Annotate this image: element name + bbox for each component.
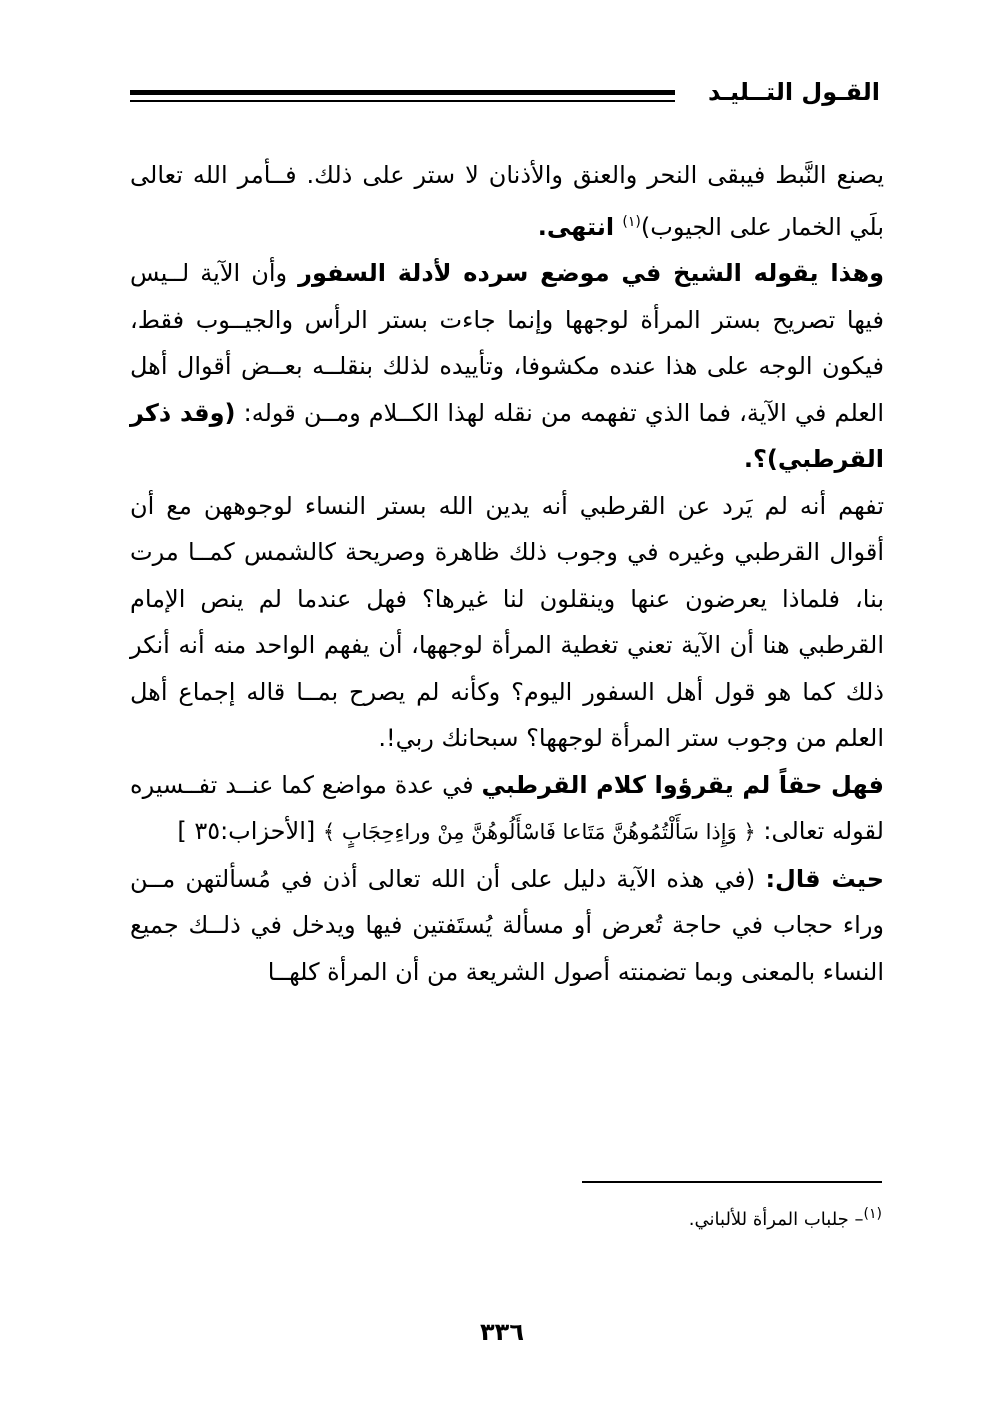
quran-verse: ﴿ وَإِذا سَأَلْتُمُوهُنَّ مَتَاعا فَاسْأَلُوهُنَّ مِنْ وراءِحِجَابٍ ﴾ (322, 820, 756, 844)
footnote-number: (١) (863, 1206, 882, 1222)
footnote-text: – جلباب المرأة للألباني. (688, 1209, 864, 1230)
header-rule-thin (130, 100, 675, 102)
footnote-ref: (١) (622, 213, 641, 230)
book-title: القـول التــليـد (707, 78, 880, 106)
paragraph-3: تفهم أنه لم يَرد عن القرطبي أنه يدين الله بستر النساء لوجوههن مع أن أقوال القرطبي وغيره في وجوب ذلك ظاهرة وصريحة كالشمس كمــا مرت بنا، فلماذا يعرضون عنها وينقلون لنا غيرها؟ فهل عندما لم ينص الإمام القرطبي هنا أن الآية تعني تغطية المرأة لوجهها، أن يفهم الواحد منه أنه أنكر ذلك كما هو قول أهل السفور اليوم؟ وكأنه لم يصرح بمــا قاله إجماع أهل العلم من وجوب ستر المرأة لوجهها؟ سبحانك ربي!. (130, 491, 884, 752)
page-header (130, 78, 880, 118)
paragraph-4: فهل حقاً لم يقرؤوا كلام القرطبي في عدة مواضع كما عنــد تفــسيره لقوله تعالى: ﴿ وَإِذا سَأَلْتُمُوهُنَّ مَتَاعا فَاسْأَلُوهُنَّ مِنْ وراءِحِجَابٍ ﴾ [الأحزاب:٣٥ ] (130, 770, 884, 845)
paragraph-2: وهذا يقوله الشيخ في موضع سرده لأدلة السفور وأن الآية لــيس فيها تصريح بستر المرأة لوجهها وإنما جاءت بستر الرأس والجيــوب فقط، فيكون الوجه على هذا عنده مكشوفا، وتأييده لذلك بنقلــه بعــض أقوال أهل العلم في الآية، فما الذي تفهمه من نقله لهذا الكــلام ومــن قوله: (وقد ذكر القرطبي)؟. (130, 259, 885, 473)
paragraph-1: يصنع النَّبط فيبقى النحر والعنق والأذنان لا ستر على ذلك. فــأمر الله تعالى بلَي الخمار على الجيوب)$^{(١)}$ انتهى. (130, 161, 884, 241)
main-text (130, 152, 884, 995)
footnote-divider (582, 1181, 882, 1183)
page-number: ٣٣٦ (480, 1318, 524, 1346)
header-rule-thick (130, 90, 675, 95)
paragraph-5: حيث قال: (في هذه الآية دليل على أن الله تعالى أذن في مُسألتهن مــن وراء حجاب في حاجة تُعرض أو مسألة يُستَفتين فيها ويدخل في ذلــك جميع النساء بالمعنى وبما تضمنته أصول الشريعة من أن المرأة كلهــا (130, 864, 884, 986)
verse-reference: [الأحزاب:٣٥ ] (177, 817, 323, 845)
footnote (689, 1206, 882, 1230)
